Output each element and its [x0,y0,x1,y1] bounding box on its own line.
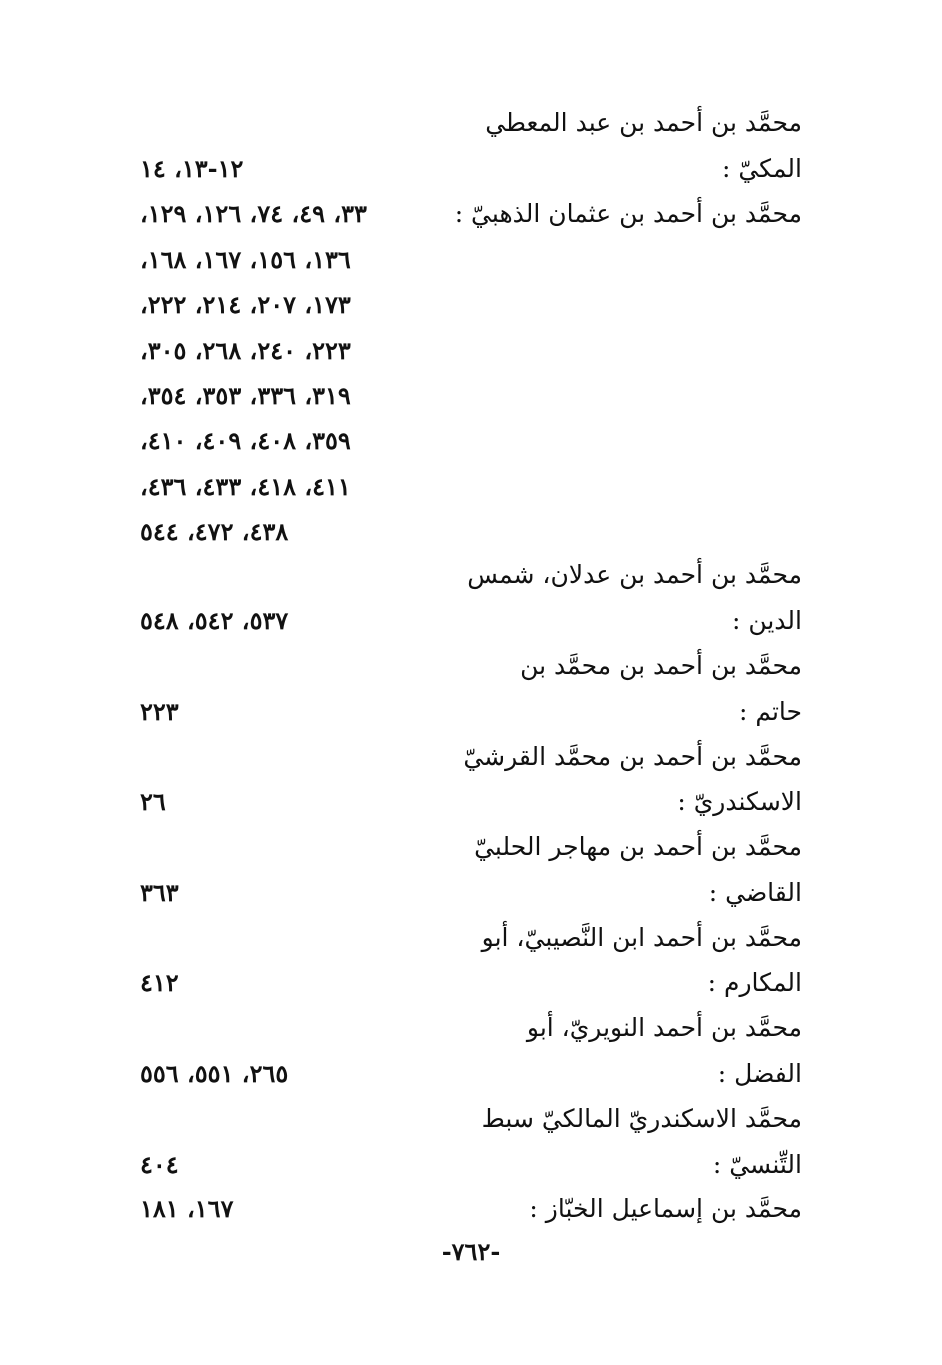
entry-name: القاضي : [708,878,802,907]
entry-name: محمَّد بن أحمد بن مهاجر الحلبيّ [474,832,802,861]
entry-name: الدين : [731,606,802,635]
entry-name: المكارم : [707,968,802,997]
entry-name: محمَّد بن أحمد بن عبد المعطي [485,108,802,137]
entry-name: حاتم : [738,697,802,726]
entry-pages: ٤٠٤ [140,1150,179,1179]
entry-name: محمَّد بن إسماعيل الخبّاز : [529,1194,802,1223]
entry-name: الاسكندريّ : [677,787,802,816]
entry-pages: ٢٦٥، ٥٥١، ٥٥٦ [140,1059,289,1088]
entry-pages: ٢٢٣، ٢٤٠، ٢٦٨، ٣٠٥، [140,336,351,365]
entry-name: محمَّد بن أحمد ابن النَّصيبيّ، أبو [481,923,802,952]
entry-pages: ٢٦ [140,787,166,816]
entry-name: محمَّد بن أحمد بن عدلان، شمس [467,560,802,589]
entry-pages: ٤٣٨، ٤٧٢، ٥٤٤ [140,517,289,546]
entry-name: محمَّد بن أحمد بن عثمان الذهبيّ : [454,199,802,228]
entry-name: محمَّد بن أحمد النويريّ، أبو [526,1013,802,1042]
entry-pages: ٥٣٧، ٥٤٢، ٥٤٨ [140,606,289,635]
entry-name: محمَّد بن أحمد بن محمَّد القرشيّ [463,742,802,771]
entry-pages: ٢٢٣ [140,697,179,726]
entry-name: محمَّد بن أحمد بن محمَّد بن [520,651,802,680]
entry-pages: ١٧٣، ٢٠٧، ٢١٤، ٢٢٢، [140,290,351,319]
entry-pages: ٤١٢ [140,968,179,997]
entry-name: محمَّد الاسكندريّ المالكيّ سبط [481,1104,802,1133]
entry-pages: ٣٦٣ [140,878,179,907]
entry-name: التِّنسيّ : [712,1150,802,1179]
entry-pages: ١٦٧، ١٨١ [140,1194,234,1223]
entry-pages: ١٣٦، ١٥٦، ١٦٧، ١٦٨، [140,245,351,274]
entry-name: الفضل : [717,1059,802,1088]
page-number: -٧٦٢- [441,1237,501,1266]
entry-pages: ٣٥٩، ٤٠٨، ٤٠٩، ٤١٠، [140,426,351,455]
entry-pages: ١٢-١٣، ١٤ [140,154,244,183]
entry-pages: ٣١٩، ٣٣٦، ٣٥٣، ٣٥٤، [140,381,351,410]
entry-pages: ٤١١، ٤١٨، ٤٣٣، ٤٣٦، [140,472,351,501]
entry-pages: ٣٣، ٤٩، ٧٤، ١٢٦، ١٢٩، [140,199,367,228]
entry-name: المكيّ : [721,154,802,183]
